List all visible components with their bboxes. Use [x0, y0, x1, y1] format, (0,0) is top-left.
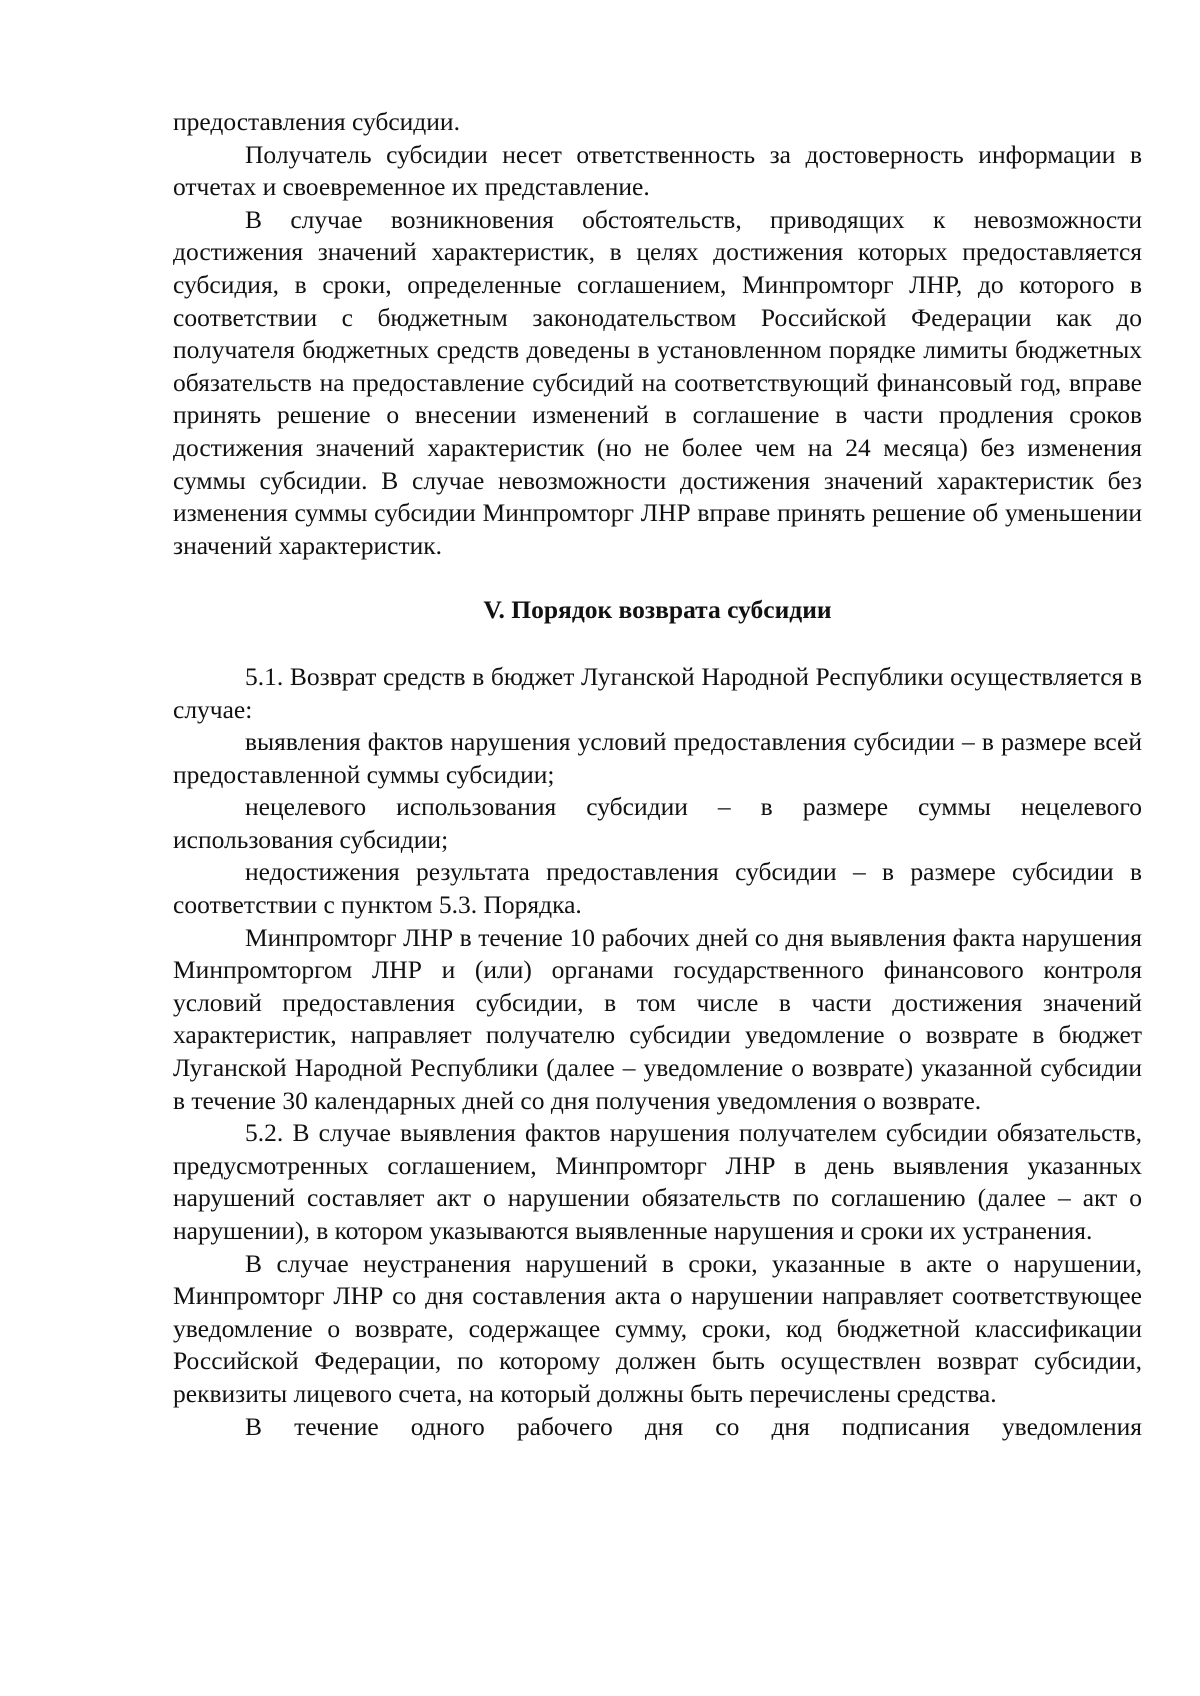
paragraph-non-achievement: недостижения результата предоставления субсидии – в размере субсидии в соответствии с пунктом 5.3. Порядка. [173, 857, 1142, 920]
paragraph-violation-facts: выявления фактов нарушения условий предоставления субсидии – в размере всей предоставленной суммы субсидии; [173, 727, 1142, 789]
paragraph-one-working-day: В течение одного рабочего дня со дня подписания уведомления [245, 1411, 1142, 1441]
paragraph-misuse: нецелевого использования субсидии – в размере суммы нецелевого использования субсидии; [173, 792, 1142, 854]
paragraph-5-1: 5.1. Возврат средств в бюджет Луганской Народной Республики осуществляется в случае: [173, 661, 1142, 724]
paragraph-non-elimination: В случае неустранения нарушений в сроки, указанные в акте о нарушении, Минпромторг ЛНР со дня составления акта о нарушении направляет соответствующее уведомление о возврате, содержащее сумму, сроки, код бюджетной классификации Российской Федерации, по которому должен быть осуществлен возврат субсидии, реквизиты лицевого счета, на который должны быть перечислены средства. [173, 1248, 1142, 1408]
paragraph-5-2: 5.2. В случае выявления фактов нарушения получателем субсидии обязательств, предусмотренных соглашением, Минпромторг ЛНР в день выявления указанных нарушений составляет акт о нарушении обязательств по соглашению (далее – акт о нарушении), в котором указываются выявленные нарушения и сроки их устранения. [173, 1118, 1142, 1245]
section-heading: V. Порядок возврата субсидии [483, 595, 832, 625]
paragraph-responsibility: Получатель субсидии несет ответственность за достоверность информации в отчетах и своевременное их представление. [173, 139, 1142, 202]
paragraph-notification: Минпромторг ЛНР в течение 10 рабочих дней со дня выявления факта нарушения Минпромторгом ЛНР и (или) органами государственного финансового контроля условий предоставления субсидии, в том числе в части достижения значений характеристик, направляет получателю субсидии уведомление о возврате в бюджет Луганской Народной Республики (далее – уведомление о возврате) указанной субсидии в течение 30 календарных дней со дня получения уведомления о возврате. [173, 922, 1142, 1115]
document-page [173, 106, 1142, 1443]
paragraph-circumstances: В случае возникновения обстоятельств, приводящих к невозможности достижения значений характеристик, в целях достижения которых предоставляется субсидия, в сроки, определенные соглашением, Минпромторг ЛНР, до которого в соответствии с бюджетным законодательством Российской Федерации как до получателя бюджетных средств доведены в установленном порядке лимиты бюджетных обязательств на предоставление субсидий на соответствующий финансовый год, вправе принять решение о внесении изменений в соглашение в части продления сроков достижения значений характеристик (но не более чем на 24 месяца) без изменения суммы субсидии. В случае невозможности достижения значений характеристик без изменения суммы субсидии Минпромторг ЛНР вправе принять решение об уменьшении значений характеристик. [173, 204, 1142, 560]
paragraph-continuation: предоставления субсидии. [173, 107, 460, 136]
